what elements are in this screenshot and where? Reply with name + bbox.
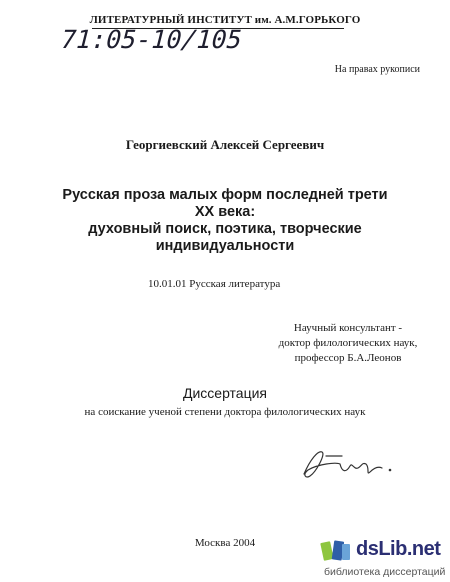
title-line: Русская проза малых форм последней трети <box>62 187 388 203</box>
consultant-line: доктор филологических наук, <box>278 337 418 349</box>
city-year: Москва 2004 <box>194 537 256 549</box>
institute-name: ЛИТЕРАТУРНЫЙ ИНСТИТУТ им. А.М.ГОРЬКОГО <box>89 14 361 26</box>
watermark-subtitle: библиотека диссертаций <box>324 566 446 578</box>
scientific-consultant <box>268 321 428 366</box>
handwritten-signature <box>296 442 406 488</box>
handwritten-number-text: 71:05-10/105 <box>57 24 246 54</box>
rights-note: На правах рукописи <box>334 64 420 75</box>
dissertation-title <box>20 187 430 255</box>
author-name: Георгиевский Алексей Сергеевич <box>125 137 325 152</box>
books-logo-icon <box>318 538 354 564</box>
document-type: Диссертация <box>182 385 268 401</box>
title-line: индивидуальности <box>155 238 295 254</box>
specialty-code: 10.01.01 Русская литература <box>148 278 281 290</box>
title-line: XX века: <box>194 204 256 220</box>
watermark-brand: dsLib.net <box>356 538 441 560</box>
dslib-watermark <box>318 538 450 582</box>
consultant-line: Научный консультант - <box>293 322 403 334</box>
degree-line: на соискание ученой степени доктора филологических наук <box>84 406 366 418</box>
title-line: духовный поиск, поэтика, творческие <box>88 221 362 237</box>
handwritten-catalog-number <box>57 20 284 56</box>
consultant-line: профессор Б.А.Леонов <box>294 352 402 364</box>
